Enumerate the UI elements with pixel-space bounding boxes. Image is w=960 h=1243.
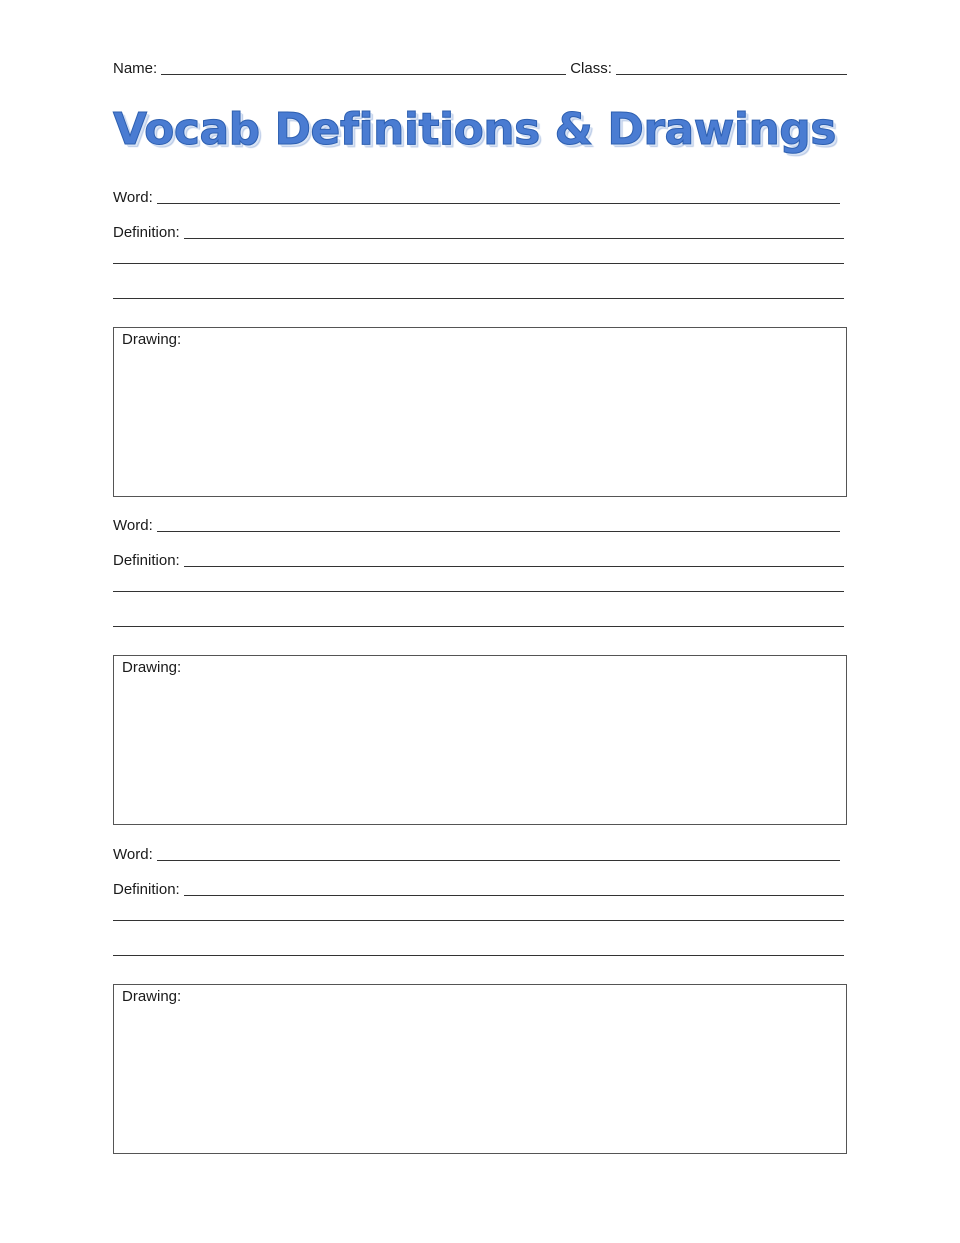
header-row [113, 56, 847, 78]
definition-line-2[interactable] [113, 920, 844, 921]
word-row [113, 185, 840, 207]
definition-line-3[interactable] [113, 626, 844, 627]
definition-label: Definition: [113, 881, 180, 898]
drawing-box[interactable] [113, 655, 847, 825]
word-row [113, 513, 840, 535]
word-row [113, 842, 840, 864]
definition-label: Definition: [113, 552, 180, 569]
word-field[interactable] [157, 859, 840, 861]
definition-label: Definition: [113, 224, 180, 241]
drawing-box[interactable] [113, 327, 847, 497]
drawing-label: Drawing: [122, 988, 182, 1005]
definition-field[interactable] [184, 894, 844, 896]
definition-line-2[interactable] [113, 591, 844, 592]
definition-field[interactable] [184, 565, 844, 567]
word-field[interactable] [157, 202, 840, 204]
drawing-label: Drawing: [122, 659, 182, 676]
word-field[interactable] [157, 530, 840, 532]
name-label: Name: [113, 60, 158, 77]
drawing-label: Drawing: [122, 331, 182, 348]
word-label: Word: [113, 517, 153, 534]
class-label: Class: [570, 60, 612, 77]
definition-row [113, 548, 844, 570]
word-label: Word: [113, 189, 153, 206]
definition-row [113, 877, 844, 899]
definition-line-3[interactable] [113, 955, 844, 956]
page-title: Vocab Definitions & Drawings [113, 104, 836, 155]
drawing-box[interactable] [113, 984, 847, 1154]
definition-field[interactable] [184, 237, 844, 239]
definition-row [113, 220, 844, 242]
class-field[interactable] [616, 73, 847, 75]
definition-line-2[interactable] [113, 263, 844, 264]
word-label: Word: [113, 846, 153, 863]
name-field[interactable] [161, 73, 566, 75]
definition-line-3[interactable] [113, 298, 844, 299]
